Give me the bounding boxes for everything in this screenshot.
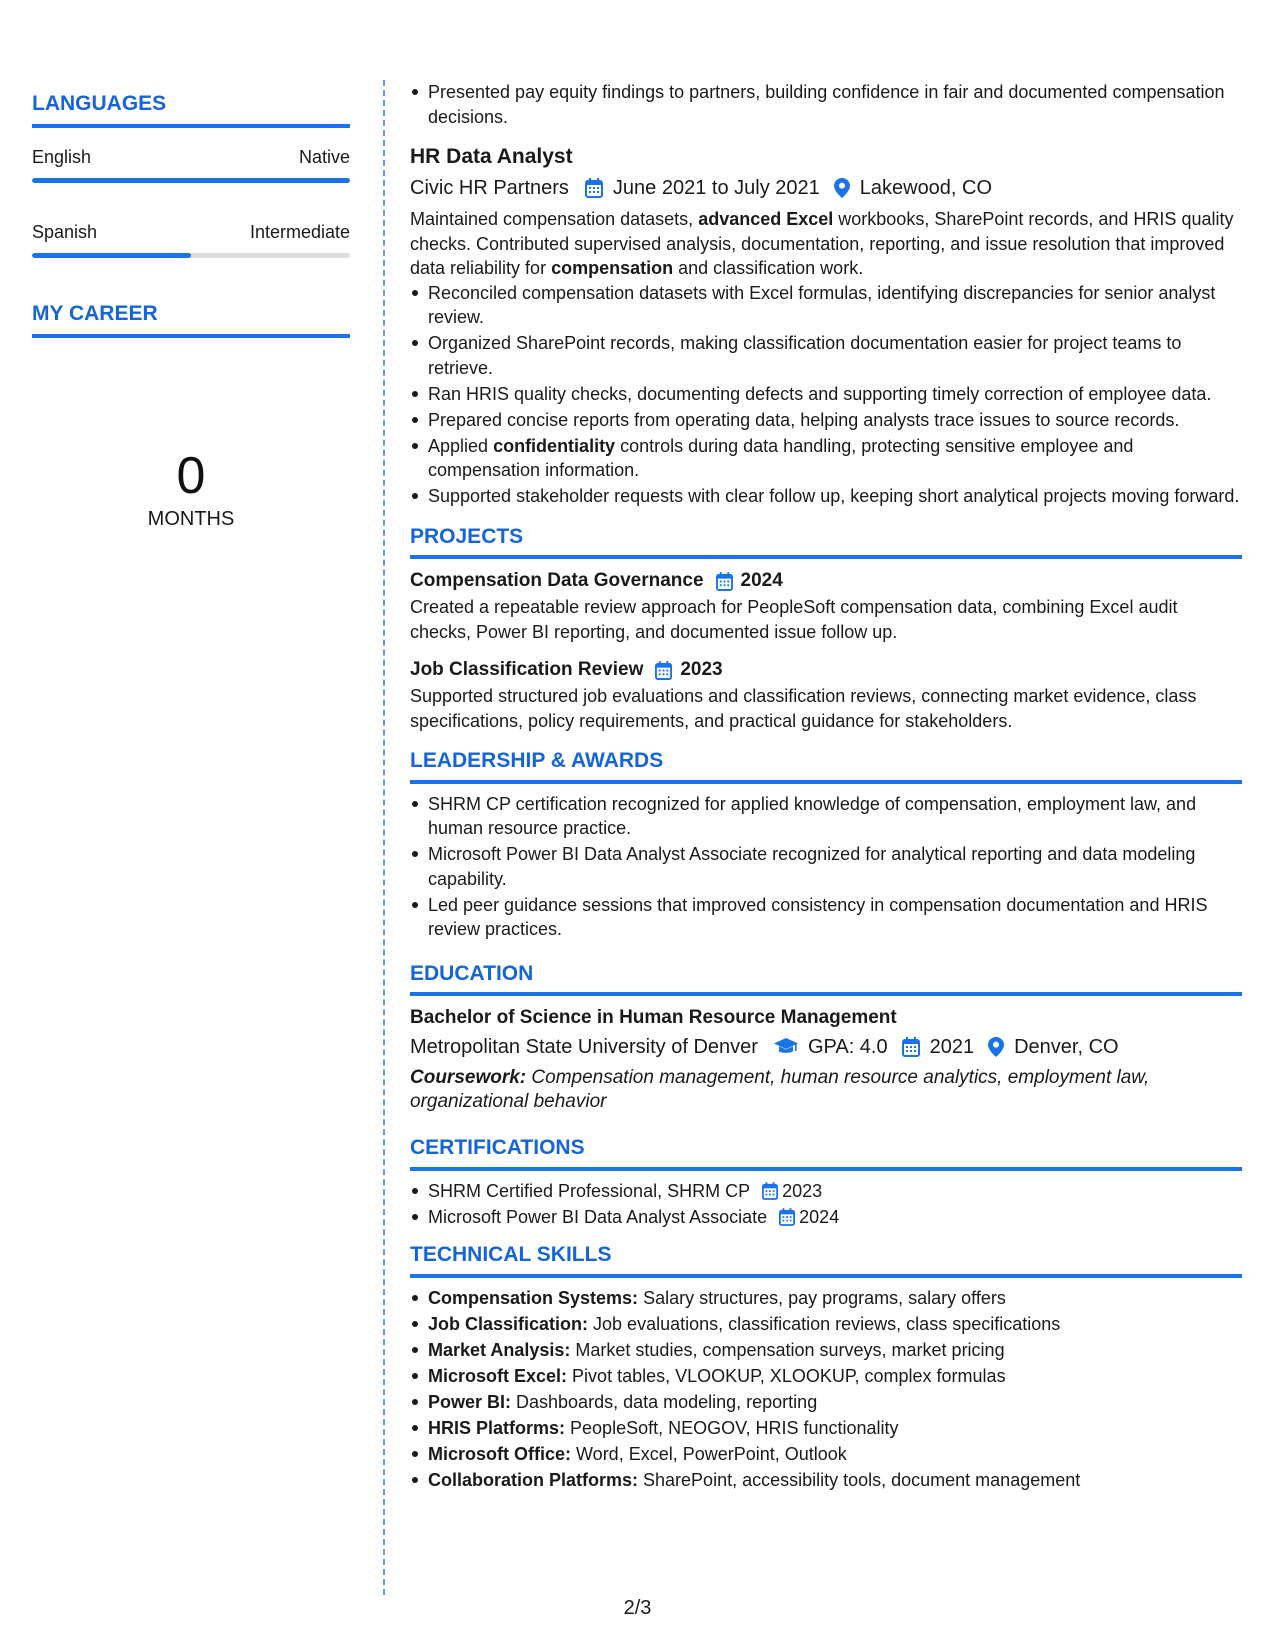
job-dates: June 2021 to July 2021 xyxy=(612,177,820,199)
previous-job-bullets xyxy=(410,80,1242,129)
language-proficiency-bar xyxy=(32,178,350,183)
list-item xyxy=(410,408,1242,433)
career-value: 0 xyxy=(176,447,206,505)
school-name: Metropolitan State University of Denver xyxy=(410,1036,758,1058)
body-text: and classification work. xyxy=(673,258,864,278)
skill-value: Job evaluations, classification reviews, class specifications xyxy=(588,1313,1061,1334)
certification-year: 2023 xyxy=(782,1180,823,1201)
certification-name: Microsoft Power BI Data Analyst Associate xyxy=(428,1206,768,1227)
list-item: Presented pay equity findings to partners, building confidence in fair and documented compensation decisions. xyxy=(410,80,1242,129)
language-proficiency-fill xyxy=(32,178,350,183)
awards-heading: LEADERSHIP & AWARDS xyxy=(410,749,1242,784)
main-column xyxy=(410,80,1242,1494)
body-text: Maintained compensation datasets, xyxy=(410,209,699,229)
list-item xyxy=(410,331,1242,380)
career-counter xyxy=(32,447,350,531)
sidebar xyxy=(32,92,350,531)
projects-heading: PROJECTS xyxy=(410,525,1242,560)
education-meta xyxy=(410,1032,1242,1062)
languages-heading: LANGUAGES xyxy=(32,92,350,128)
list-item xyxy=(410,434,1242,483)
skill-label: Collaboration Platforms: xyxy=(428,1469,639,1490)
career-section xyxy=(32,302,350,531)
skill-item xyxy=(410,1468,1242,1493)
body-text: workbooks, SharePoint records, and HRIS quality checks. Contributed supervised analysis, documentation, reporting, and issue resolution that improved data reliability for xyxy=(410,209,1234,278)
language-name: Spanish xyxy=(32,222,98,242)
job-entry xyxy=(410,143,1242,509)
calendar-icon xyxy=(762,1182,778,1200)
list-item xyxy=(410,382,1242,407)
skills-heading: TECHNICAL SKILLS xyxy=(410,1243,1242,1278)
location-pin-icon xyxy=(834,178,850,198)
skill-label: HRIS Platforms: xyxy=(428,1417,566,1438)
coursework-text: Compensation management, human resource analytics, employment law, organizational behavior xyxy=(410,1067,1150,1112)
language-item xyxy=(32,144,350,183)
job-location: Lakewood, CO xyxy=(859,177,993,199)
project-description: Created a repeatable review approach for PeopleSoft compensation data, combining Excel audit checks, Power BI reporting, and documented issue follow up. xyxy=(410,597,1178,642)
project-item xyxy=(410,656,1242,733)
certification-year: 2024 xyxy=(799,1206,840,1227)
body-text: Prepared concise reports from operating data, helping analysts trace issues to source records. xyxy=(428,409,1180,430)
skill-value: Salary structures, pay programs, salary offers xyxy=(638,1287,1006,1308)
certifications-heading: CERTIFICATIONS xyxy=(410,1136,1242,1171)
language-list xyxy=(32,144,350,258)
job-title: HR Data Analyst xyxy=(410,145,573,168)
skill-label: Microsoft Office: xyxy=(428,1443,572,1464)
location-pin-icon xyxy=(988,1037,1004,1057)
skill-item xyxy=(410,1338,1242,1363)
emphasis-text: advanced Excel xyxy=(698,209,834,229)
language-level: Native xyxy=(298,147,350,167)
calendar-icon xyxy=(655,661,672,680)
list-item: Led peer guidance sessions that improved consistency in compensation documentation and HRIS review practices. xyxy=(410,893,1242,942)
skill-value: PeopleSoft, NEOGOV, HRIS functionality xyxy=(565,1417,899,1438)
project-name: Compensation Data Governance xyxy=(410,570,704,591)
coursework-label: Coursework: xyxy=(410,1067,527,1088)
skill-item xyxy=(410,1286,1242,1311)
skill-value: Word, Excel, PowerPoint, Outlook xyxy=(571,1443,847,1464)
certification-name: SHRM Certified Professional, SHRM CP xyxy=(428,1180,751,1201)
skill-item xyxy=(410,1442,1242,1467)
language-proficiency-bar xyxy=(32,253,350,258)
graduation-cap-icon xyxy=(774,1038,798,1056)
calendar-icon xyxy=(779,1208,795,1226)
awards-list xyxy=(410,792,1242,942)
skill-value: Market studies, compensation surveys, market pricing xyxy=(570,1339,1005,1360)
graduation-year: 2021 xyxy=(929,1036,975,1058)
degree-title: Bachelor of Science in Human Resource Management xyxy=(410,1007,897,1028)
skill-value: Dashboards, data modeling, reporting xyxy=(511,1391,818,1412)
body-text: controls during data handling, protecting sensitive employee and compensation information. xyxy=(428,435,1134,480)
language-item xyxy=(32,219,350,258)
skill-item xyxy=(410,1416,1242,1441)
language-proficiency-fill xyxy=(32,253,191,258)
skill-label: Job Classification: xyxy=(428,1313,589,1334)
column-divider xyxy=(383,80,385,1595)
career-unit: MONTHS xyxy=(147,508,235,530)
project-name: Job Classification Review xyxy=(410,659,644,680)
list-item: Microsoft Power BI Data Analyst Associate recognized for analytical reporting and data modeling capability. xyxy=(410,842,1242,891)
calendar-icon xyxy=(585,178,603,198)
gpa: GPA: 4.0 xyxy=(807,1036,888,1058)
calendar-icon xyxy=(902,1037,920,1057)
coursework xyxy=(410,1066,1242,1114)
skill-value: SharePoint, accessibility tools, document management xyxy=(638,1469,1081,1490)
skill-item xyxy=(410,1364,1242,1389)
job-bullets xyxy=(410,281,1242,509)
skill-label: Compensation Systems: xyxy=(428,1287,639,1308)
language-name: English xyxy=(32,147,92,167)
job-company: Civic HR Partners xyxy=(410,177,569,199)
body-text: Organized SharePoint records, making classification documentation easier for project teams to retrieve. xyxy=(428,333,1182,378)
project-year: 2023 xyxy=(680,659,723,680)
project-description: Supported structured job evaluations and classification reviews, connecting market evidence, class specifications, policy requirements, and practical guidance for stakeholders. xyxy=(410,686,1197,731)
project-year: 2024 xyxy=(740,570,783,591)
skill-value: Pivot tables, VLOOKUP, XLOOKUP, complex formulas xyxy=(567,1365,1006,1386)
skill-item xyxy=(410,1390,1242,1415)
skill-item xyxy=(410,1312,1242,1337)
list-item xyxy=(410,281,1242,330)
job-summary xyxy=(410,207,1242,281)
skills-list xyxy=(410,1286,1242,1493)
body-text: Ran HRIS quality checks, documenting defects and supporting timely correction of employee data. xyxy=(428,383,1212,404)
certification-item xyxy=(410,1205,1242,1230)
certifications-list xyxy=(410,1179,1242,1230)
page-number: 2/3 xyxy=(623,1597,652,1619)
body-text: Reconciled compensation datasets with Excel formulas, identifying discrepancies for senior analyst review. xyxy=(428,282,1216,327)
emphasis-text: confidentiality xyxy=(493,435,616,456)
language-level: Intermediate xyxy=(249,222,350,242)
school-location: Denver, CO xyxy=(1014,1036,1119,1058)
education-heading: EDUCATION xyxy=(410,962,1242,997)
calendar-icon xyxy=(716,572,733,591)
job-meta xyxy=(410,173,1242,203)
skill-label: Market Analysis: xyxy=(428,1339,571,1360)
list-item: SHRM CP certification recognized for applied knowledge of compensation, employment law, and human resource practice. xyxy=(410,792,1242,841)
emphasis-text: compensation xyxy=(551,258,674,278)
career-heading: MY CAREER xyxy=(32,302,350,338)
certification-item xyxy=(410,1179,1242,1204)
body-text: Supported stakeholder requests with clear follow up, keeping short analytical projects moving forward. xyxy=(428,486,1240,506)
body-text: Applied xyxy=(428,435,494,456)
education-entry xyxy=(410,1004,1242,1114)
list-item xyxy=(410,484,1242,509)
skill-label: Power BI: xyxy=(428,1391,512,1412)
project-item xyxy=(410,567,1242,644)
skill-label: Microsoft Excel: xyxy=(428,1365,568,1386)
